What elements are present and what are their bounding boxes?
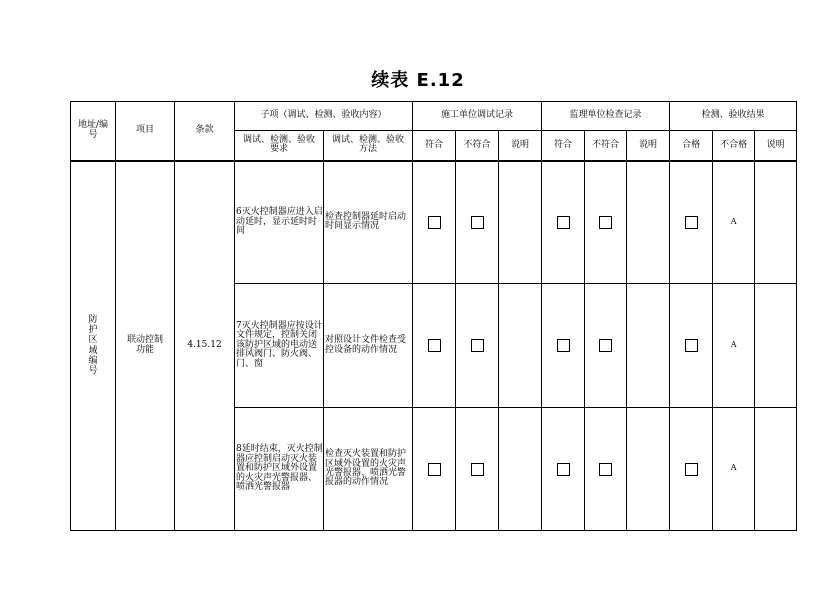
header-clause: 条款 — [175, 102, 235, 161]
row1-method: 检查控制器延时启动时间显示情况 — [324, 161, 413, 284]
row3-requirement: 8延时结束，灭火控制器应控制启动灭火装置和防护区域外设置的火灾声光警报器、喷洒光警报器 — [235, 408, 324, 531]
row1-requirement: 6灭火控制器应进入启动延时，显示延时时间 — [235, 161, 324, 284]
inspection-table — [70, 101, 797, 531]
checkbox[interactable] — [471, 216, 484, 229]
row1-construction-nonconform-cell — [456, 161, 499, 284]
checkbox[interactable] — [428, 339, 441, 352]
row2-result-unqualified — [713, 284, 755, 408]
row1-supervision-note[interactable] — [627, 161, 670, 284]
header-subitem: 子项（调试、检测、验收内容） — [235, 102, 413, 131]
result-mark: A — [730, 216, 737, 226]
page-title: 续表 E.12 — [371, 70, 465, 91]
checkbox[interactable] — [471, 463, 484, 476]
header-supervision-note: 说明 — [627, 131, 670, 161]
header-construction-note: 说明 — [499, 131, 542, 161]
row1-result-unqualified — [713, 161, 755, 284]
row1-construction-conform-cell — [413, 161, 456, 284]
row1-supervision-nonconform-cell — [585, 161, 627, 284]
checkbox[interactable] — [599, 463, 612, 476]
header-result-note: 说明 — [755, 131, 797, 161]
checkbox[interactable] — [685, 339, 698, 352]
row2-method: 对照设计文件检查受控设备的动作情况 — [324, 284, 413, 408]
row2-supervision-note[interactable] — [627, 284, 670, 408]
checkbox[interactable] — [557, 463, 570, 476]
header-result: 检测、验收结果 — [670, 102, 797, 131]
row3-construction-nonconform-cell — [456, 408, 499, 531]
row3-supervision-nonconform-cell — [585, 408, 627, 531]
row3-result-qualified-cell — [670, 408, 713, 531]
row3-supervision-conform-cell — [542, 408, 585, 531]
row3-result-note[interactable] — [755, 408, 797, 531]
row2-supervision-nonconform-cell — [585, 284, 627, 408]
header-supervision: 监理单位检查记录 — [542, 102, 670, 131]
header-supervision-conform: 符合 — [542, 131, 585, 161]
header-result-unqualified: 不合格 — [713, 131, 755, 161]
row2-requirement: 7灭火控制器应按设计文件规定，控制关闭该防护区域的电动送排风阀门、防火阀、门、窗 — [235, 284, 324, 408]
address-cell — [71, 161, 116, 531]
result-mark: A — [730, 463, 737, 473]
row3-result-unqualified — [713, 408, 755, 531]
header-sub-method: 调试、检测、验收方法 — [324, 131, 413, 161]
header-address: 地址/编号 — [71, 102, 116, 161]
checkbox[interactable] — [471, 339, 484, 352]
row2-construction-nonconform-cell — [456, 284, 499, 408]
row3-construction-conform-cell — [413, 408, 456, 531]
item-cell — [116, 161, 175, 531]
row3-supervision-note[interactable] — [627, 408, 670, 531]
checkbox[interactable] — [685, 463, 698, 476]
checkbox[interactable] — [557, 216, 570, 229]
address-value: 防护区域编号 — [88, 314, 98, 377]
header-construction-nonconform: 不符合 — [456, 131, 499, 161]
checkbox[interactable] — [599, 216, 612, 229]
row1-result-qualified-cell — [670, 161, 713, 284]
checkbox[interactable] — [599, 339, 612, 352]
header-sub-requirement: 调试、检测、验收要求 — [235, 131, 324, 161]
header-result-qualified: 合格 — [670, 131, 713, 161]
checkbox[interactable] — [557, 339, 570, 352]
row3-construction-note[interactable] — [499, 408, 542, 531]
row2-supervision-conform-cell — [542, 284, 585, 408]
row1-construction-note[interactable] — [499, 161, 542, 284]
clause-value: 4.15.12 — [175, 161, 235, 531]
item-value: 联动控制功能 — [126, 335, 163, 355]
row2-construction-note[interactable] — [499, 284, 542, 408]
row2-construction-conform-cell — [413, 284, 456, 408]
row2-result-note[interactable] — [755, 284, 797, 408]
header-supervision-nonconform: 不符合 — [585, 131, 627, 161]
row2-result-qualified-cell — [670, 284, 713, 408]
result-mark: A — [730, 339, 737, 349]
checkbox[interactable] — [428, 216, 441, 229]
checkbox[interactable] — [685, 216, 698, 229]
row3-method: 检查灭火装置和防护区域外设置的火灾声光警报器、喷洒光警报器的动作情况 — [324, 408, 413, 531]
header-construction: 施工单位调试记录 — [413, 102, 542, 131]
row1-result-note[interactable] — [755, 161, 797, 284]
checkbox[interactable] — [428, 463, 441, 476]
header-item: 项目 — [116, 102, 175, 161]
row1-supervision-conform-cell — [542, 161, 585, 284]
header-construction-conform: 符合 — [413, 131, 456, 161]
